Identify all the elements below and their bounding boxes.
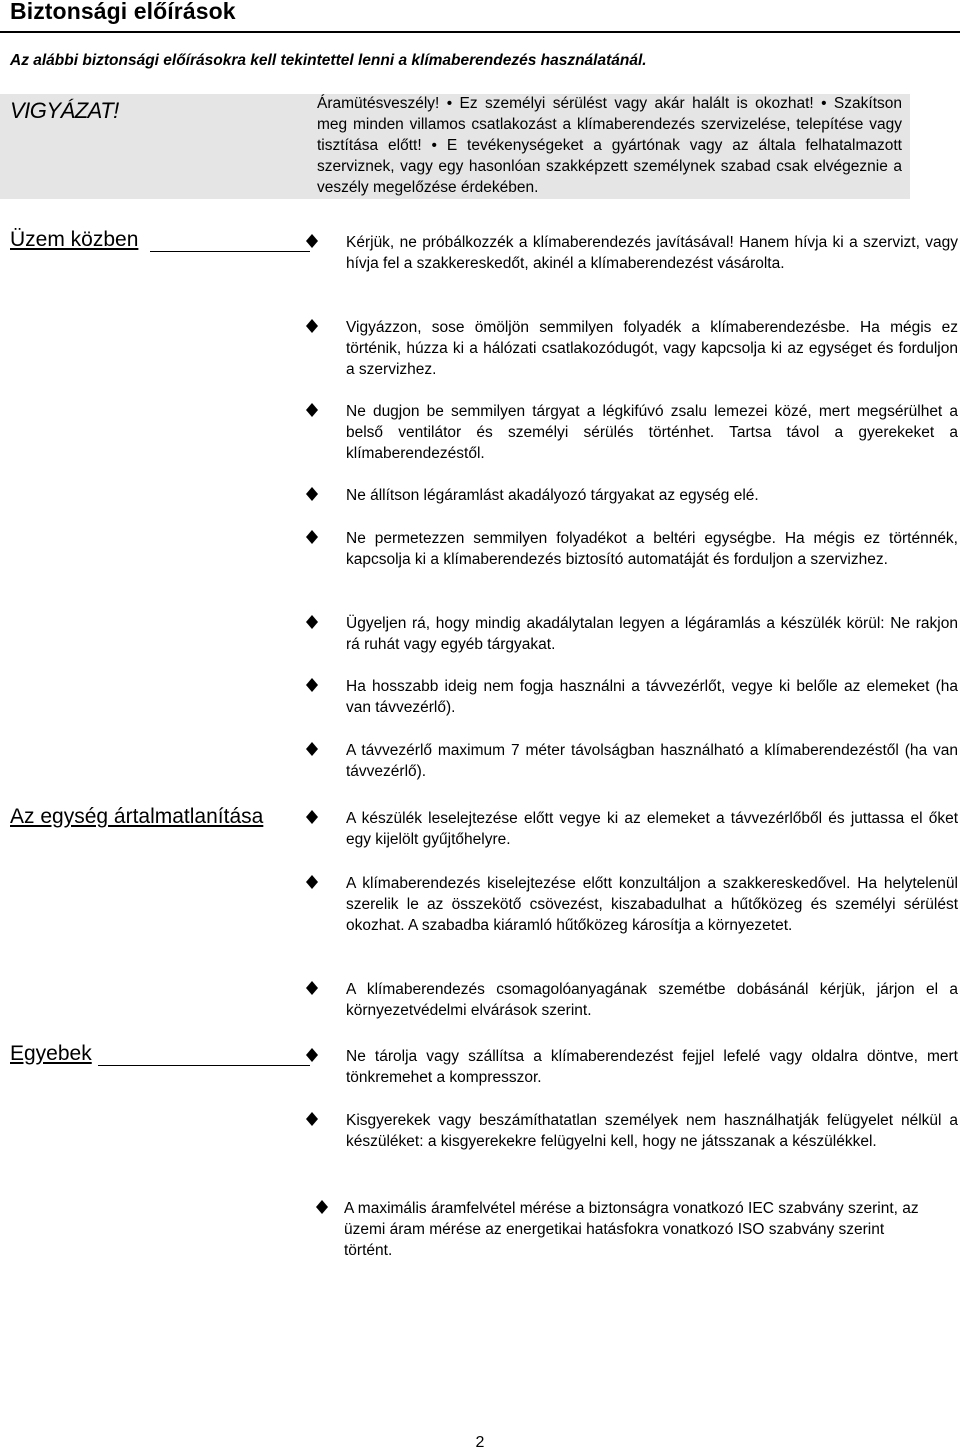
list-item: Ügyeljen rá, hogy mindig akadálytalan legyen a légáramlás a készülék körül: Ne rakjon rá ruhát vagy egyéb tárgyakat. <box>302 613 958 655</box>
page-title: Biztonsági előírások <box>10 0 236 24</box>
diamond-bullet-icon <box>306 319 318 333</box>
diamond-bullet-icon <box>306 742 318 756</box>
list-item: Ne állítson légáramlást akadályozó tárgyakat az egység elé. <box>302 485 958 506</box>
list-item: A klímaberendezés csomagolóanyagának szemétbe dobásánál kérjük, járjon el a környezetvédelmi elvárások szerint. <box>302 979 958 1021</box>
list-item: Kisgyerekek vagy beszámíthatatlan személyek nem használhatják felügyelet nélkül a készüléket: a kisgyerekekre felügyelni kell, hogy ne játsszanak a készülékkel. <box>302 1110 958 1152</box>
diamond-bullet-icon <box>306 678 318 692</box>
diamond-bullet-icon <box>306 615 318 629</box>
warning-label: VIGYÁZAT! <box>10 98 119 123</box>
list-item: A klímaberendezés kiselejtezése előtt konzultáljon a szakkereskedővel. Ha helytelenül szerelik le az összekötő csövezést, kiszabadulhat a hűtőközeg és személyi sérülést okozhat. A szabadba kiáramló hűtőközeg károsítja a környezetet. <box>302 873 958 936</box>
intro-text: Az alábbi biztonsági előírásokra kell tekintettel lenni a klímaberendezés használatánál. <box>10 52 647 69</box>
diamond-bullet-icon <box>306 1112 318 1126</box>
section-label-operation: Üzem közben <box>10 228 139 251</box>
list-item: Ha hosszabb ideig nem fogja használni a távvezérlőt, vegye ki belőle az elemeket (ha van távvezérlő). <box>302 676 958 718</box>
diamond-bullet-icon <box>306 981 318 995</box>
diamond-bullet-icon <box>306 487 318 501</box>
diamond-bullet-icon <box>306 810 318 824</box>
diamond-bullet-icon <box>316 1200 328 1214</box>
section-underline <box>98 1065 310 1066</box>
list-item: A készülék leselejtezése előtt vegye ki az elemeket a távvezérlőből és juttassa el őket egy kijelölt gyűjtőhelyre. <box>302 808 958 850</box>
list-item: Vigyázzon, sose ömöljön semmilyen folyadék a klímaberendezésbe. Ha mégis ez történik, húzza ki a hálózati csatlakozódugót, vagy kapcsolja ki az egységet és forduljon a szervizhez. <box>302 317 958 380</box>
section-label-disposal: Az egység ártalmatlanítása <box>10 805 264 828</box>
list-item: Ne tárolja vagy szállítsa a klímaberendezést fejjel lefelé vagy oldalra döntve, mert tönkremehet a kompresszor. <box>302 1046 958 1088</box>
diamond-bullet-icon <box>306 530 318 544</box>
section-label-other: Egyebek <box>10 1042 92 1065</box>
title-divider <box>0 31 960 33</box>
section-underline <box>150 251 310 252</box>
diamond-bullet-icon <box>306 403 318 417</box>
page-number: 2 <box>475 1434 485 1451</box>
list-item: Kérjük, ne próbálkozzék a klímaberendezés javításával! Hanem hívja ki a szervizt, vagy hívja fel a szakkereskedőt, akinél a klímaberendezést vásárolta. <box>302 232 958 274</box>
diamond-bullet-icon <box>306 875 318 889</box>
warning-text: Áramütésveszély! • Ez személyi sérülést vagy akár halált is okozhat! • Szakítson meg minden villamos csatlakozást a klímaberendezés szervizelése, telepítése vagy tisztítása előtt! • E tevékenységeket a gyártónak vagy az általa felhatalmazott szerviznek, vagy egy hasonlóan szakképzett személynek szabad csak elvégeznie a veszély megelőzése érdekében. <box>317 95 902 196</box>
diamond-bullet-icon <box>306 1048 318 1062</box>
list-item: Ne dugjon be semmilyen tárgyat a légkifúvó zsalu lemezei közé, mert megsérülhet a belső ventilátor és személyi sérülés történhet. Tartsa távol a gyerekeket a klímaberendezéstől. <box>302 401 958 464</box>
diamond-bullet-icon <box>306 234 318 248</box>
list-item: A távvezérlő maximum 7 méter távolságban használható a klímaberendezéstől (ha van távvezérlő). <box>302 740 958 782</box>
list-item: Ne permetezzen semmilyen folyadékot a beltéri egységbe. Ha mégis ez történnék, kapcsolja ki a klímaberendezés biztosító automatáját és forduljon a szervizhez. <box>302 528 958 570</box>
list-item: A maximális áramfelvétel mérése a biztonságra vonatkozó IEC szabvány szerint, az üzemi áram mérése az energetikai hatásfokra vonatkozó ISO szabvány szerint történt. <box>302 1198 958 1261</box>
